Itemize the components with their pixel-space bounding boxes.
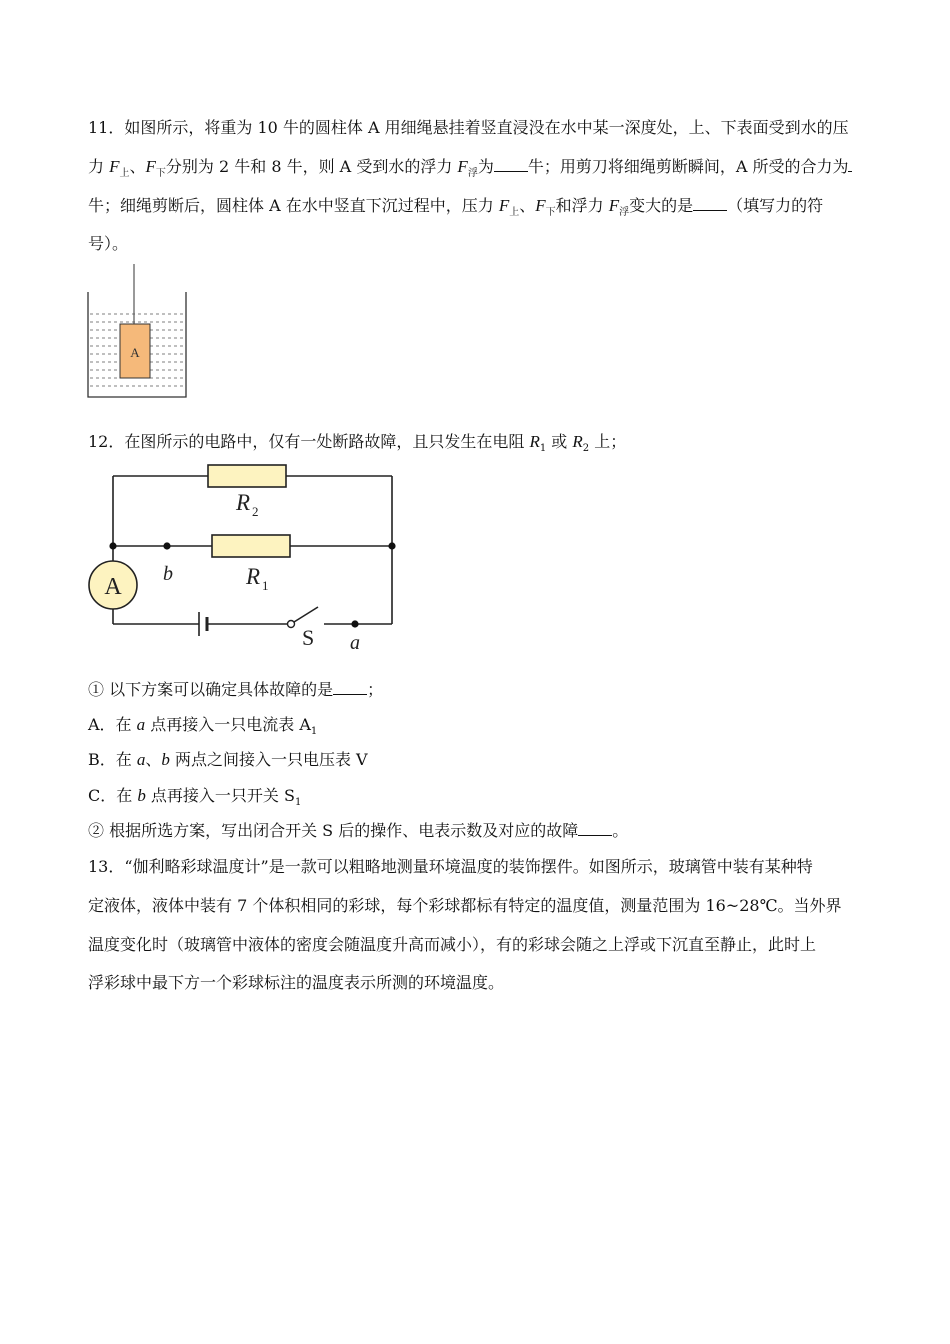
option-c: C．在 b 点再接入一只开关 $S_1$ bbox=[88, 786, 302, 808]
cylinder-label: A bbox=[130, 345, 140, 360]
water-container-figure bbox=[86, 262, 188, 400]
point-b bbox=[163, 542, 170, 549]
switch-label: S bbox=[302, 625, 315, 650]
r2-label: R bbox=[236, 490, 251, 515]
answer-blank[interactable] bbox=[848, 157, 852, 172]
point-a bbox=[351, 620, 358, 627]
q11-line2: 力 $F_上$、$F_下$分别为 2 牛和 8 牛，则 A 受到水的浮力 $F_浮$为 牛；用剪刀将细绳剪断瞬间，A 所受的合力为 bbox=[88, 157, 852, 180]
q13-line2: 定液体，液体中装有 7 个体积相同的彩球，每个彩球都标有特定的温度值，测量范围为 16~28℃。当外界 bbox=[88, 896, 842, 915]
q13-line1: 13．“伽利略彩球温度计”是一款可以粗略地测量环境温度的装饰摆件。如图所示，玻璃管中装有某种特 bbox=[88, 857, 813, 876]
circuit-diagram bbox=[80, 458, 410, 654]
b-label: b bbox=[163, 563, 173, 585]
a-label: a bbox=[350, 632, 360, 654]
r1-label: R bbox=[246, 564, 261, 589]
r2-subscript: 2 bbox=[252, 504, 259, 519]
q11-line3: 牛；细绳剪断后，圆柱体 A 在水中竖直下沉过程中，压力 $F_上$、$F_下$和浮力 $F_浮$变大的是 （填写力的符 bbox=[88, 196, 824, 218]
resistor-r2 bbox=[208, 465, 286, 487]
option-a: A．在 a 点再接入一只电流表 $A_1$ bbox=[88, 715, 318, 737]
q13-line4: 浮彩球中最下方一个彩球标注的温度表示所测的环境温度。 bbox=[88, 973, 505, 992]
q13-line3: 温度变化时（玻璃管中液体的密度会随温度升高而减小），有的彩球会随之上浮或下沉直至静止，此时上 bbox=[88, 935, 817, 954]
r1-subscript: 1 bbox=[262, 578, 269, 593]
junction-left bbox=[109, 542, 116, 549]
q11-line4: 号）。 bbox=[88, 234, 129, 253]
option-b: B．在 a、b 两点之间接入一只电压表 V bbox=[88, 750, 368, 769]
q11-line1: 11．如图所示，将重为 10 牛的圆柱体 A 用细绳悬挂着竖直浸没在水中某一深度处，上、下表面受到水的压 bbox=[88, 118, 849, 137]
junction-right bbox=[388, 542, 395, 549]
switch-pivot bbox=[288, 621, 295, 628]
ammeter-label: A bbox=[104, 574, 122, 600]
q12-part2: ② 根据所选方案，写出闭合开关 S 后的操作、电表示数及对应的故障 。 bbox=[88, 821, 629, 840]
answer-blank[interactable] bbox=[578, 821, 612, 836]
resistor-r1 bbox=[212, 535, 290, 557]
answer-blank[interactable] bbox=[333, 680, 367, 695]
answer-blank[interactable] bbox=[494, 157, 528, 172]
q12-part1: ① 以下方案可以确定具体故障的是 ； bbox=[88, 680, 384, 699]
answer-blank[interactable] bbox=[693, 196, 727, 211]
q12-intro: 12．在图所示的电路中，仅有一处断路故障，且只发生在电阻 $R_1$ 或 $R_2$ 上； bbox=[88, 432, 627, 454]
